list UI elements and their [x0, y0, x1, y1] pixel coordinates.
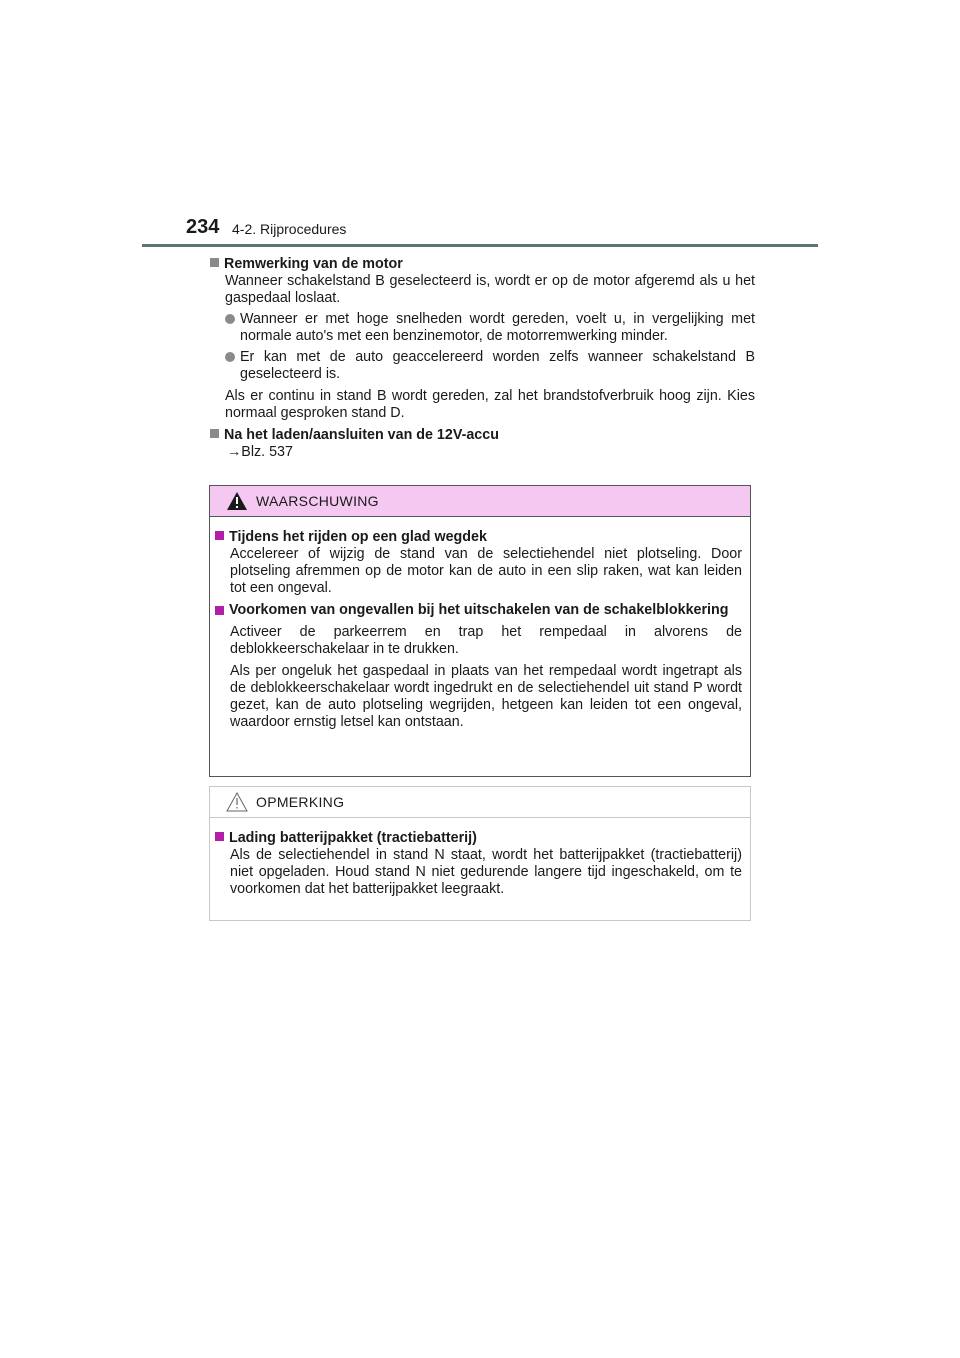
header-rule: [142, 244, 818, 247]
paragraph: Activeer de parkeerrem en trap het rempedaal in alvorens de deblokkeerschakelaar in te drukken.: [230, 624, 742, 657]
warning-header: [210, 486, 750, 517]
square-bullet-icon: [215, 531, 224, 540]
warning-body: [210, 517, 750, 745]
circle-bullet-icon: [225, 314, 235, 324]
paragraph: Als de selectiehendel in stand N staat, wordt het batterijpakket (tractiebatterij) niet opgeladen. Houd stand N niet gedurende langere tijd ingeschakeld, om te voorkomen dat het batterijpakket leegraakt.: [230, 847, 742, 897]
paragraph: Wanneer schakelstand B geselecteerd is, wordt er op de motor afgeremd als u het gaspedaal loslaat.: [225, 273, 755, 306]
square-bullet-icon: [215, 606, 224, 615]
paragraph: Als per ongeluk het gaspedaal in plaats van het rempedaal wordt ingetrapt als de deblokkeerschakelaar wordt ingedrukt en de selectiehendel uit stand P wordt gezet, kan de auto plotseling wegrijden, hetgeen kan leiden tot een ongeval, waardoor ernstig letsel kan ontstaan.: [230, 663, 742, 730]
note-header: [210, 787, 750, 818]
section-title: Na het laden/aansluiten van de 12V-accu: [224, 427, 499, 443]
chapter-title: 4-2. Rijprocedures: [232, 221, 347, 237]
square-bullet-icon: [215, 832, 224, 841]
page-number: 234: [186, 216, 220, 238]
note-box: [209, 786, 751, 921]
note-item-title: Lading batterijpakket (tractiebatterij): [229, 830, 477, 846]
warning-box: [209, 485, 751, 777]
list-item: Er kan met de auto geaccelereerd worden zelfs wanneer schakelstand B geselecteerd is.: [225, 349, 755, 383]
caution-triangle-icon: [226, 792, 248, 812]
section-12v-battery: [210, 427, 755, 461]
warning-triangle-icon: [226, 491, 248, 511]
section-engine-braking: [210, 256, 755, 422]
warning-item-title: Tijdens het rijden op een glad wegdek: [229, 529, 487, 545]
circle-bullet-icon: [225, 352, 235, 362]
note-body: [210, 818, 750, 912]
paragraph: Als er continu in stand B wordt gereden, zal het brandstofverbruik hoog zijn. Kies normaal gesproken stand D.: [225, 388, 755, 421]
square-bullet-icon: [210, 429, 219, 438]
page-reference-link[interactable]: →Blz. 537: [227, 444, 293, 460]
note-label: OPMERKING: [256, 794, 345, 810]
warning-item-title: Voorkomen van ongevallen bij het uitschakelen van de schakelblokkering: [229, 602, 729, 618]
main-text: [210, 256, 755, 461]
list-item: Wanneer er met hoge snelheden wordt gereden, voelt u, in vergelijking met normale auto's met een benzinemotor, de motorremwerking minder.: [225, 311, 755, 345]
page-header: [186, 216, 826, 246]
section-title: Remwerking van de motor: [224, 256, 403, 272]
warning-label: WAARSCHUWING: [256, 493, 379, 509]
paragraph: Accelereer of wijzig de stand van de selectiehendel niet plotseling. Door plotseling afremmen op de motor kan de auto in een slip raken, wat kan leiden tot een ongeval.: [230, 546, 742, 596]
square-bullet-icon: [210, 258, 219, 267]
